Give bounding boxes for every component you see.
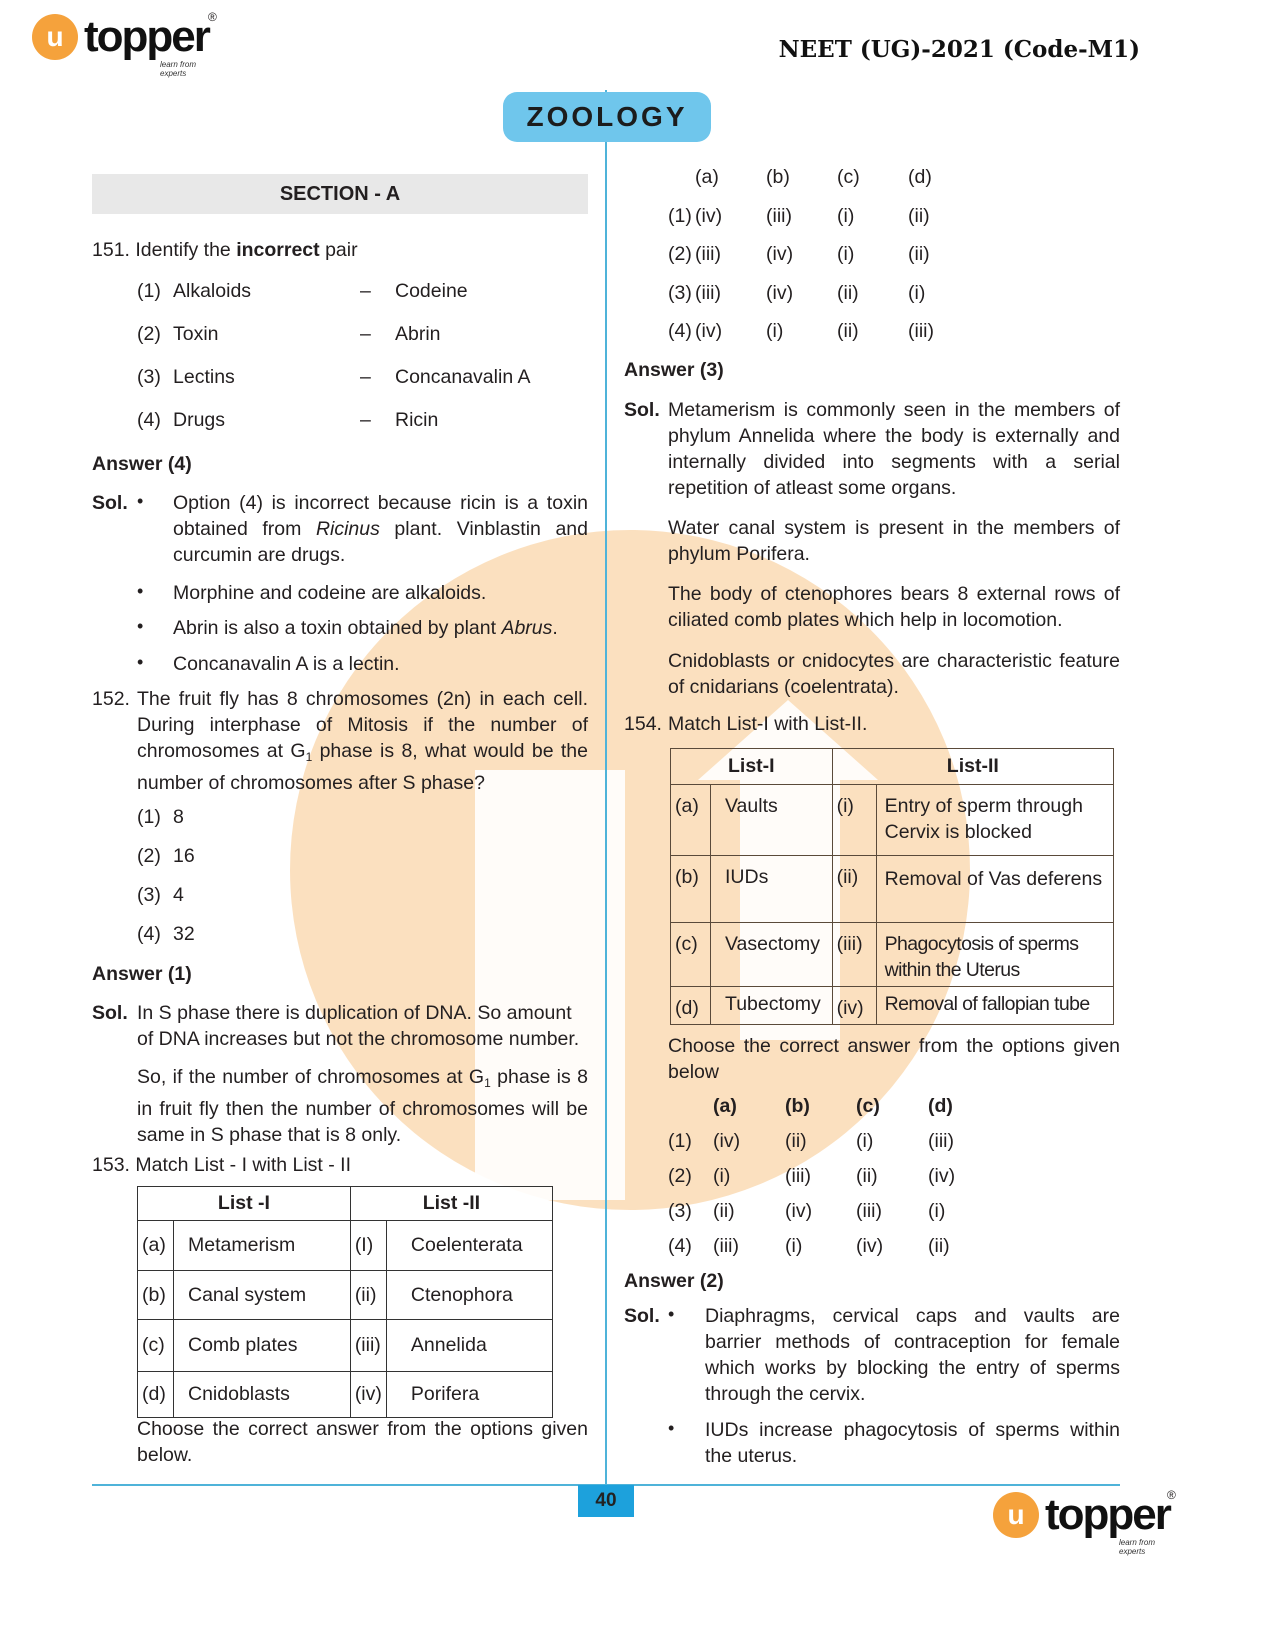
table-header: List -I xyxy=(138,1187,351,1221)
q153-instruction: Choose the correct answer from the options given below. xyxy=(137,1418,588,1466)
subject-badge: ZOOLOGY xyxy=(503,92,711,142)
q153-sol-label: Sol. xyxy=(624,399,660,421)
q152-sol-label: Sol. xyxy=(92,1002,128,1024)
table-header: List -II xyxy=(350,1187,552,1221)
brand-tagline: learn from experts xyxy=(160,60,197,78)
q153-match-table xyxy=(137,1186,553,1418)
q154-sol-point-2: IUDs increase phagocytosis of sperms within the uterus. xyxy=(705,1419,1120,1467)
q153-answer: Answer (3) xyxy=(624,359,724,381)
registered-mark-icon: ® xyxy=(1167,1488,1176,1502)
question-152: The fruit fly has 8 chromosomes (2n) in each cell. During interphase of Mitosis if the number of chromosomes at $G_1$ phase is 8, what would be the number of chromosomes after S phase? xyxy=(137,688,588,794)
q151-sol-point-3: Abrin is also a toxin obtained by plant Abrus. xyxy=(173,617,558,639)
brand-logo-icon: u xyxy=(32,14,78,60)
q151-sol-point-4: Concanavalin A is a lectin. xyxy=(173,653,400,675)
q153-sol-para-4: Cnidoblasts or cnidocytes are characteristic feature of cnidarians (coelentrata). xyxy=(668,650,1120,698)
table-row: (c) Vasectomy (iii) Phagocytosis of sperms within the Uterus xyxy=(671,923,1114,987)
page-number: 40 xyxy=(578,1485,634,1517)
bullet-icon: • xyxy=(137,652,144,672)
registered-mark-icon: ® xyxy=(208,10,217,24)
brand-name: topper xyxy=(1045,1490,1170,1539)
q152-answer: Answer (1) xyxy=(92,963,192,985)
brand-logo xyxy=(32,10,217,78)
q152-number: 152. xyxy=(92,688,130,710)
table-row: (b) Canal system (ii) Ctenophora xyxy=(138,1271,553,1320)
bullet-icon: • xyxy=(137,491,144,511)
q154-match-table xyxy=(670,748,1114,1025)
question-151: 151. Identify the incorrect pair xyxy=(92,239,358,261)
q152-sol-para-2: So, if the number of chromosomes at $G_1$ phase is 8 in fruit fly then the number of chromosomes will be same in S phase that is 8 only. xyxy=(137,1066,588,1146)
q153-sol-para-1: Metamerism is commonly seen in the members of phylum Annelida where the body is externally and internally divided into segments with a serial repetition of atleast some organs. xyxy=(668,399,1120,499)
q153-sol-para-3: The body of ctenophores bears 8 external rows of ciliated comb plates which help in locomotion. xyxy=(668,583,1120,631)
bullet-icon: • xyxy=(137,616,144,636)
table-header: List-I xyxy=(671,749,833,785)
q151-sol-point-2: Morphine and codeine are alkaloids. xyxy=(173,582,487,604)
brand-logo-icon: u xyxy=(993,1492,1039,1538)
table-row: (a) Vaults (i) Entry of sperm through Cervix is blocked xyxy=(671,785,1114,856)
table-row: (b) IUDs (ii) Removal of Vas deferens xyxy=(671,856,1114,923)
brand-tagline: learn from experts xyxy=(1119,1538,1156,1556)
exam-title: NEET (UG)-2021 (Code-M1) xyxy=(778,36,1140,63)
table-row: (c) Comb plates (iii) Annelida xyxy=(138,1320,553,1372)
table-row: (a) Metamerism (I) Coelenterata xyxy=(138,1221,553,1271)
q154-answer: Answer (2) xyxy=(624,1270,724,1292)
section-title: SECTION - A xyxy=(92,174,588,214)
q154-sol-point-1: Diaphragms, cervical caps and vaults are barrier methods of contraception for female which works by blocking the entry of sperms through the cervix. xyxy=(705,1305,1120,1405)
footer-brand-logo xyxy=(993,1488,1176,1556)
q151-sol-label: Sol. xyxy=(92,492,128,514)
bullet-icon: • xyxy=(668,1418,675,1438)
table-header: List-II xyxy=(832,749,1113,785)
q154-number: 154. xyxy=(624,713,662,735)
question-153: 153. Match List - I with List - II xyxy=(92,1154,352,1176)
q152-sol-para-1: In S phase there is duplication of DNA. So amount of DNA increases but not the chromosome number. xyxy=(137,1002,580,1050)
q154-sol-label: Sol. xyxy=(624,1305,660,1327)
bullet-icon: • xyxy=(137,581,144,601)
q154-instruction: Choose the correct answer from the options given below xyxy=(668,1035,1120,1083)
brand-name: topper xyxy=(84,12,209,61)
table-row: (d) Tubectomy (iv) Removal of fallopian tube xyxy=(671,987,1114,1025)
bullet-icon: • xyxy=(668,1304,675,1324)
q153-sol-para-2: Water canal system is present in the members of phylum Porifera. xyxy=(668,517,1120,565)
q151-sol-point-1: Option (4) is incorrect because ricin is a toxin obtained from Ricinus plant. Vinblastin and curcumin are drugs. xyxy=(173,492,588,566)
q151-answer: Answer (4) xyxy=(92,453,192,475)
table-row: (d) Cnidoblasts (iv) Porifera xyxy=(138,1372,553,1418)
column-divider xyxy=(605,90,607,1487)
question-154: Match List-I with List-II. xyxy=(668,713,868,735)
